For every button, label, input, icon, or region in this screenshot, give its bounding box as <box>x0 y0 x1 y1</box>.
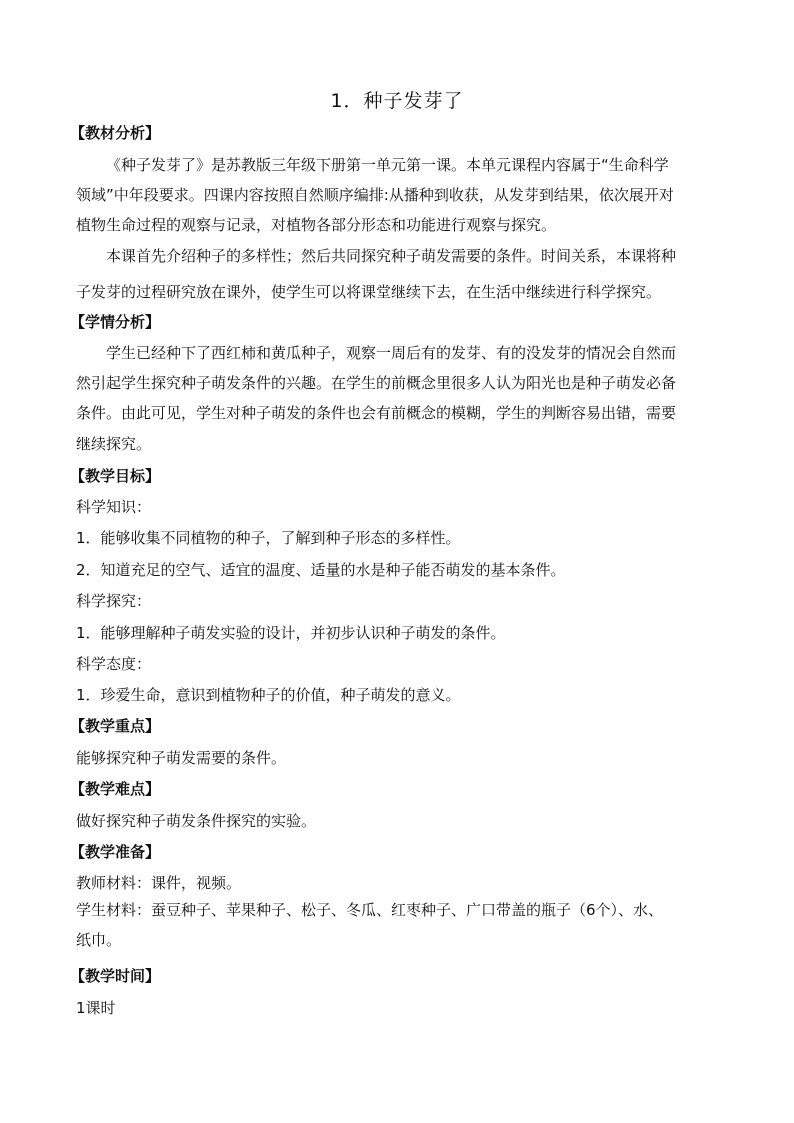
section-heading-student-analysis: 【学情分析】 <box>70 313 161 331</box>
paragraph-line: 子发芽的过程研究放在课外，使学生可以将课堂继续下去，在生活中继续进行科学探究。 <box>76 283 662 301</box>
section-heading-preparation: 【教学准备】 <box>70 843 161 861</box>
section-heading-teaching-goals: 【教学目标】 <box>70 467 161 485</box>
teaching-time-text: 1课时 <box>76 999 116 1017</box>
paragraph-line: 植物生命过程的观察与记录，对植物各部分形态和功能进行观察与探究。 <box>76 216 557 234</box>
key-point-text: 能够探究种子萌发需要的条件。 <box>76 749 287 767</box>
paragraph-line: 然引起学生探究种子萌发条件的兴趣。在学生的前概念里很多人认为阳光也是种子萌发必备 <box>76 374 677 392</box>
paragraph-line: 继续探究。 <box>76 435 152 453</box>
section-heading-key-point: 【教学重点】 <box>70 717 161 735</box>
paragraph-line: 学生已经种下了西红柿和黄瓜种子，观察一周后有的发芽、有的没发芽的情况会自然而 <box>106 344 677 362</box>
paragraph-line: 本课首先介绍种子的多样性；然后共同探究种子萌发需要的条件。时间关系，本课将种 <box>106 247 677 265</box>
student-materials-continued: 纸巾。 <box>76 931 122 949</box>
difficulty-text: 做好探究种子萌发条件探究的实验。 <box>76 812 317 830</box>
goal-item: 2．知道充足的空气、适宜的温度、适量的水是种子能否萌发的基本条件。 <box>76 561 566 579</box>
teacher-materials: 教师材料：课件，视频。 <box>76 874 242 892</box>
paragraph-line: 《种子发芽了》是苏教版三年级下册第一单元第一课。本单元课程内容属于“生命科学 <box>106 156 669 174</box>
goal-item: 1．能够理解种子萌发实验的设计，并初步认识种子萌发的条件。 <box>76 624 506 642</box>
section-heading-difficulty: 【教学难点】 <box>70 780 161 798</box>
goal-item: 1．能够收集不同植物的种子，了解到种子形态的多样性。 <box>76 529 461 547</box>
goal-category-knowledge: 科学知识： <box>76 498 152 516</box>
section-heading-textbook-analysis: 【教材分析】 <box>70 124 161 142</box>
goal-category-attitude: 科学态度： <box>76 655 152 673</box>
student-materials: 学生材料：蚕豆种子、苹果种子、松子、冬瓜、红枣种子、广口带盖的瓶子（6个）、水、 <box>76 901 664 919</box>
goal-item: 1．珍爱生命，意识到植物种子的价值，种子萌发的意义。 <box>76 686 461 704</box>
section-heading-teaching-time: 【教学时间】 <box>70 967 161 985</box>
lesson-title: 1．种子发芽了 <box>330 90 464 112</box>
paragraph-line: 领域”中年段要求。四课内容按照自然顺序编排:从播种到收获，从发芽到结果，依次展开对 <box>76 186 674 204</box>
paragraph-line: 条件。由此可见，学生对种子萌发的条件也会有前概念的模糊，学生的判断容易出错，需要 <box>76 404 677 422</box>
goal-category-inquiry: 科学探究： <box>76 592 152 610</box>
